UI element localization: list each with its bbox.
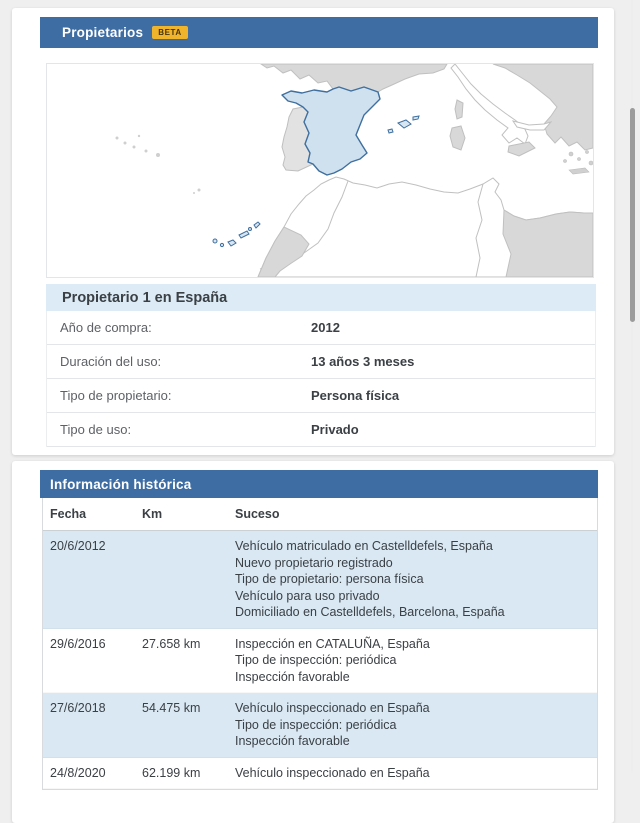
map-libya: [503, 210, 593, 277]
history-row-fecha: 29/6/2016: [50, 636, 106, 651]
owner-row: [47, 413, 595, 447]
owner-row-value: 13 años 3 meses: [311, 354, 415, 369]
history-table-colheaders: [43, 498, 597, 531]
owner-section-title: [46, 284, 596, 311]
owners-card-header: [40, 17, 598, 48]
history-card: [12, 461, 614, 823]
col-header-suceso: Suceso: [235, 507, 280, 521]
suceso-line: Tipo de propietario: persona física: [235, 572, 424, 586]
history-row-fecha: 27/6/2018: [50, 701, 106, 715]
history-row: [43, 531, 597, 629]
history-row-km: [142, 538, 235, 621]
owner-section-title-text: Propietario 1 en España: [62, 289, 228, 306]
suceso-line: Vehículo inspeccionado en España: [235, 765, 430, 780]
europe-africa-map: [46, 63, 594, 278]
owner-row: [47, 345, 595, 379]
map-image: [47, 64, 593, 277]
suceso-line: Vehículo inspeccionado en España: [235, 701, 430, 715]
owner-row: [47, 379, 595, 413]
history-card-header: [40, 470, 598, 498]
history-row-km: 54.475 km: [142, 701, 201, 715]
owner-row: [47, 311, 595, 345]
owner-row-label: Tipo de uso:: [60, 422, 132, 437]
history-rows: [43, 531, 597, 789]
owner-table: [46, 311, 596, 447]
suceso-line: Vehículo para uso privado: [235, 588, 380, 603]
col-header-fecha: Fecha: [50, 507, 87, 521]
owner-row-label: Duración del uso:: [60, 354, 162, 369]
owner-row-label: Año de compra:: [60, 320, 152, 335]
suceso-line: Inspección favorable: [235, 734, 350, 748]
history-row: [43, 758, 597, 790]
owners-card: [12, 8, 614, 455]
history-row: [43, 629, 597, 694]
history-row-suceso: [235, 636, 597, 686]
suceso-line: Inspección en CATALUÑA, España: [235, 636, 430, 651]
owner-row-value: Privado: [311, 422, 359, 437]
suceso-line: Tipo de inspección: periódica: [235, 717, 397, 732]
owner-row-label: Tipo de propietario:: [60, 388, 172, 403]
map-corsica: [455, 100, 463, 119]
history-row-km: 27.658 km: [142, 636, 201, 651]
history-row-suceso: [235, 538, 597, 621]
history-row-suceso: [235, 700, 597, 750]
beta-badge: BETA: [152, 26, 188, 39]
history-row-suceso: [235, 765, 597, 782]
scrollbar-thumb[interactable]: [630, 108, 635, 322]
suceso-line: Vehículo matriculado en Castelldefels, España: [235, 539, 493, 553]
col-header-km: Km: [142, 507, 163, 521]
history-row-fecha: 24/8/2020: [50, 765, 106, 780]
owner-row-value: Persona física: [311, 388, 400, 403]
owners-card-title: Propietarios: [62, 25, 144, 40]
history-table: [42, 498, 598, 790]
history-row-fecha: 20/6/2012: [50, 539, 106, 553]
suceso-line: Domiciliado en Castelldefels, Barcelona, España: [235, 605, 505, 619]
suceso-line: Nuevo propietario registrado: [235, 555, 393, 570]
history-card-title: Información histórica: [50, 476, 192, 492]
owner-row-value: 2012: [311, 320, 340, 335]
history-row-km: 62.199 km: [142, 765, 201, 780]
history-row: [43, 693, 597, 758]
suceso-line: Inspección favorable: [235, 669, 350, 684]
suceso-line: Tipo de inspección: periódica: [235, 653, 397, 667]
